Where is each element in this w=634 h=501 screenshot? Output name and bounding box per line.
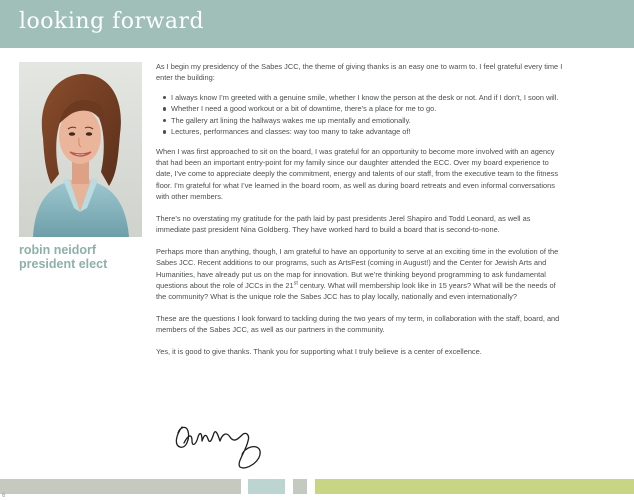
signature-scribble bbox=[170, 421, 280, 471]
caption-title: president elect bbox=[19, 257, 108, 271]
portrait-photo bbox=[19, 62, 142, 237]
footer-band bbox=[0, 479, 241, 494]
list-item: The gallery art lining the hallways wakes me up mentally and emotionally. bbox=[163, 115, 563, 126]
letter-intro: As I begin my presidency of the Sabes JCC, the theme of giving thanks is an easy one to warm to. I feel grateful every time I enter the building: bbox=[156, 62, 563, 83]
list-item: Whether I need a good workout or a bit of downtime, there’s a place for me to go. bbox=[163, 103, 563, 114]
footer-band bbox=[248, 479, 285, 494]
portrait-illustration bbox=[19, 62, 142, 237]
page-title: looking forward bbox=[19, 9, 205, 34]
letter-paragraph-board: When I was first approached to sit on the board, I was grateful for an opportunity to become more involved with an agency that had been an important entry-point for my family since our daughter attended the ECC. Over my board experience to date, I’ve come to appreciate deeply the commitment, energy and talents of our staff, from the executive team to the fitness floor. I’m grateful for what I’ve learned in the board room, as well as during board retreats and even informal conversations with other members. bbox=[156, 146, 559, 202]
paragraph-text: century. What will membership look like in 15 years? What will be the needs of the community? What is the unique role the Sabes JCC has to play locally, nationally and even internationally? bbox=[156, 281, 556, 302]
footer-band bbox=[293, 479, 307, 494]
ordinal-suffix: st bbox=[293, 280, 298, 287]
letter-paragraph-future bbox=[156, 246, 563, 303]
photo-caption bbox=[19, 243, 107, 271]
footer-band bbox=[315, 479, 634, 494]
gratitude-list bbox=[163, 92, 563, 138]
letter-paragraph-questions: These are the questions I look forward to tackling during the two years of my term, in collaboration with the staff, board, and members of the Sabes JCC, as well as our partners in the community. bbox=[156, 314, 560, 335]
paragraph-text: Perhaps more than anything, though, I am grateful to have an opportunity to serve at an exciting time in the evolution of the Sabes JCC. Recent additions to our programs, such as ArtsFest (coming in August!) and the Center for Jewish Arts and Humanities, have already put us on the map for innovation. But we’re thinking beyond programming to ask fundamental questions about the role of JCCs in the 21 bbox=[156, 246, 559, 291]
letter-closing: Yes, it is good to give thanks. Thank you for supporting what I truly believe is a center of excellence. bbox=[156, 347, 482, 357]
letter-paragraph-past-presidents: There’s no overstating my gratitude for the path laid by past presidents Jerel Shapiro and Todd Leonard, as well as immediate past president Nina Goldberg. They have worked hard to build a board that is second-to-none. bbox=[156, 213, 531, 235]
signature bbox=[170, 421, 280, 476]
list-item: I always know I’m greeted with a genuine smile, whether I know the person at the desk or not. And if I don’t, I soon will. bbox=[163, 92, 563, 103]
page-number: 6 bbox=[2, 493, 6, 499]
caption-name: robin neidorf bbox=[19, 243, 97, 257]
list-item: Lectures, performances and classes: way too many to take advantage of! bbox=[163, 126, 563, 137]
letter-body bbox=[156, 61, 563, 368]
